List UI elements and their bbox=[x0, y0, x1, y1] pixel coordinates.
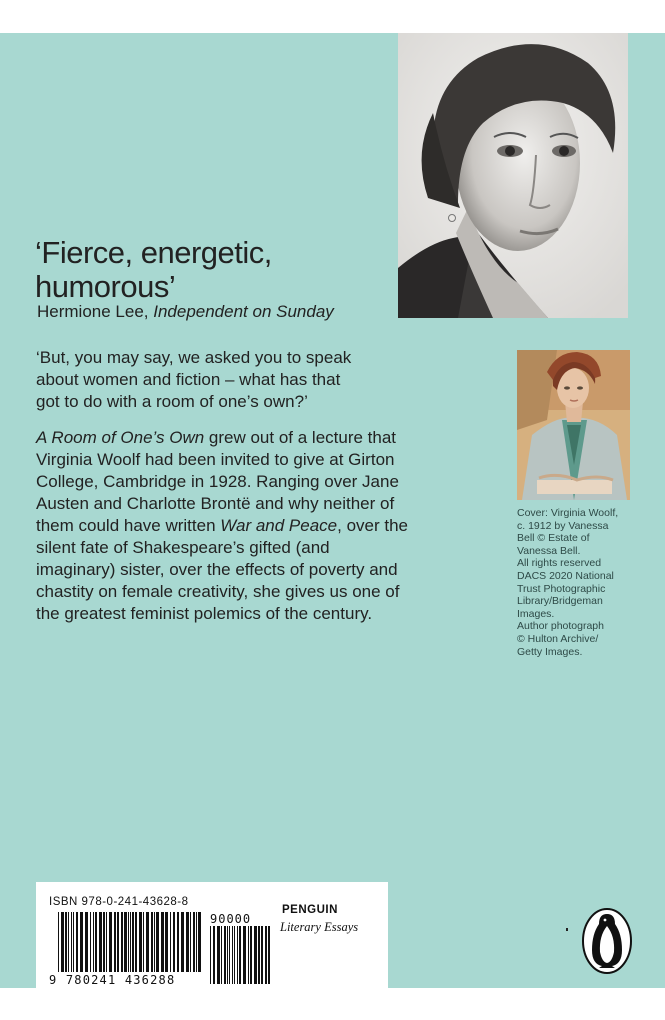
quote-line-1: ‘Fierce, energetic, bbox=[35, 235, 272, 270]
cover-painting bbox=[517, 350, 630, 500]
image-credits bbox=[517, 507, 635, 658]
blurb bbox=[36, 347, 408, 639]
review-quote bbox=[35, 236, 395, 304]
credit-line-9: Images. bbox=[517, 607, 555, 620]
penguin-logo bbox=[582, 908, 632, 979]
quote-attribution bbox=[37, 302, 334, 322]
isbn-label: ISBN 978-0-241-43628-8 bbox=[49, 896, 189, 908]
attribution-author: Hermione Lee, bbox=[37, 302, 154, 321]
barcode-digits: 9 780241 436288 bbox=[49, 973, 176, 987]
barcode-panel bbox=[36, 882, 388, 988]
description bbox=[36, 427, 408, 625]
credit-line-5: All rights reserved bbox=[517, 557, 602, 570]
series-name: Literary Essays bbox=[280, 920, 359, 934]
attribution-source: Independent on Sunday bbox=[153, 302, 334, 321]
publisher-name: PENGUIN bbox=[282, 904, 338, 916]
excerpt-line-1: ‘But, you may say, we asked you to speak bbox=[36, 348, 352, 367]
credit-line-11: © Hulton Archive/ bbox=[517, 632, 599, 645]
credit-line-2: c. 1912 by Vanessa bbox=[517, 519, 609, 532]
credit-line-3: Bell © Estate of bbox=[517, 532, 590, 545]
credit-line-4: Vanessa Bell. bbox=[517, 544, 581, 557]
credit-line-7: Trust Photographic bbox=[517, 582, 606, 595]
barcode-addon bbox=[210, 926, 272, 984]
description-part-2: , over the silent fate of Shakespeare’s gifted (and imaginary) sister, over the effects of poverty and chastity on female creativity, she gives us one of the greatest feminist polemics of the century. bbox=[36, 516, 409, 623]
excerpt-line-2: about women and fiction – what has that bbox=[36, 370, 341, 389]
barcode-main bbox=[58, 912, 204, 972]
book-title: A Room of One’s Own bbox=[36, 428, 205, 447]
quote-line-2: humorous’ bbox=[35, 269, 176, 304]
penguin-icon bbox=[582, 908, 632, 974]
credit-line-1: Cover: Virginia Woolf, bbox=[517, 507, 619, 519]
credit-line-6: DACS 2020 National bbox=[517, 569, 614, 582]
barcode-addon-digits: 90000 bbox=[210, 912, 252, 926]
description-part-1: grew out of a lecture that Virginia Woolf had been invited to give at Girton College, Cambridge in 1928. Ranging over Jane Austen and Charlotte Brontë and why neither of them could have written bbox=[36, 428, 399, 535]
author-photograph bbox=[398, 33, 628, 318]
excerpt-line-3: got to do with a room of one’s own?’ bbox=[36, 392, 308, 411]
decorative-mark bbox=[566, 928, 568, 931]
credit-line-8: Library/Bridgeman bbox=[517, 595, 603, 608]
referenced-book-title: War and Peace bbox=[220, 516, 338, 535]
excerpt bbox=[36, 347, 408, 413]
credit-line-10: Author photograph bbox=[517, 620, 604, 633]
credit-line-12: Getty Images. bbox=[517, 645, 583, 658]
